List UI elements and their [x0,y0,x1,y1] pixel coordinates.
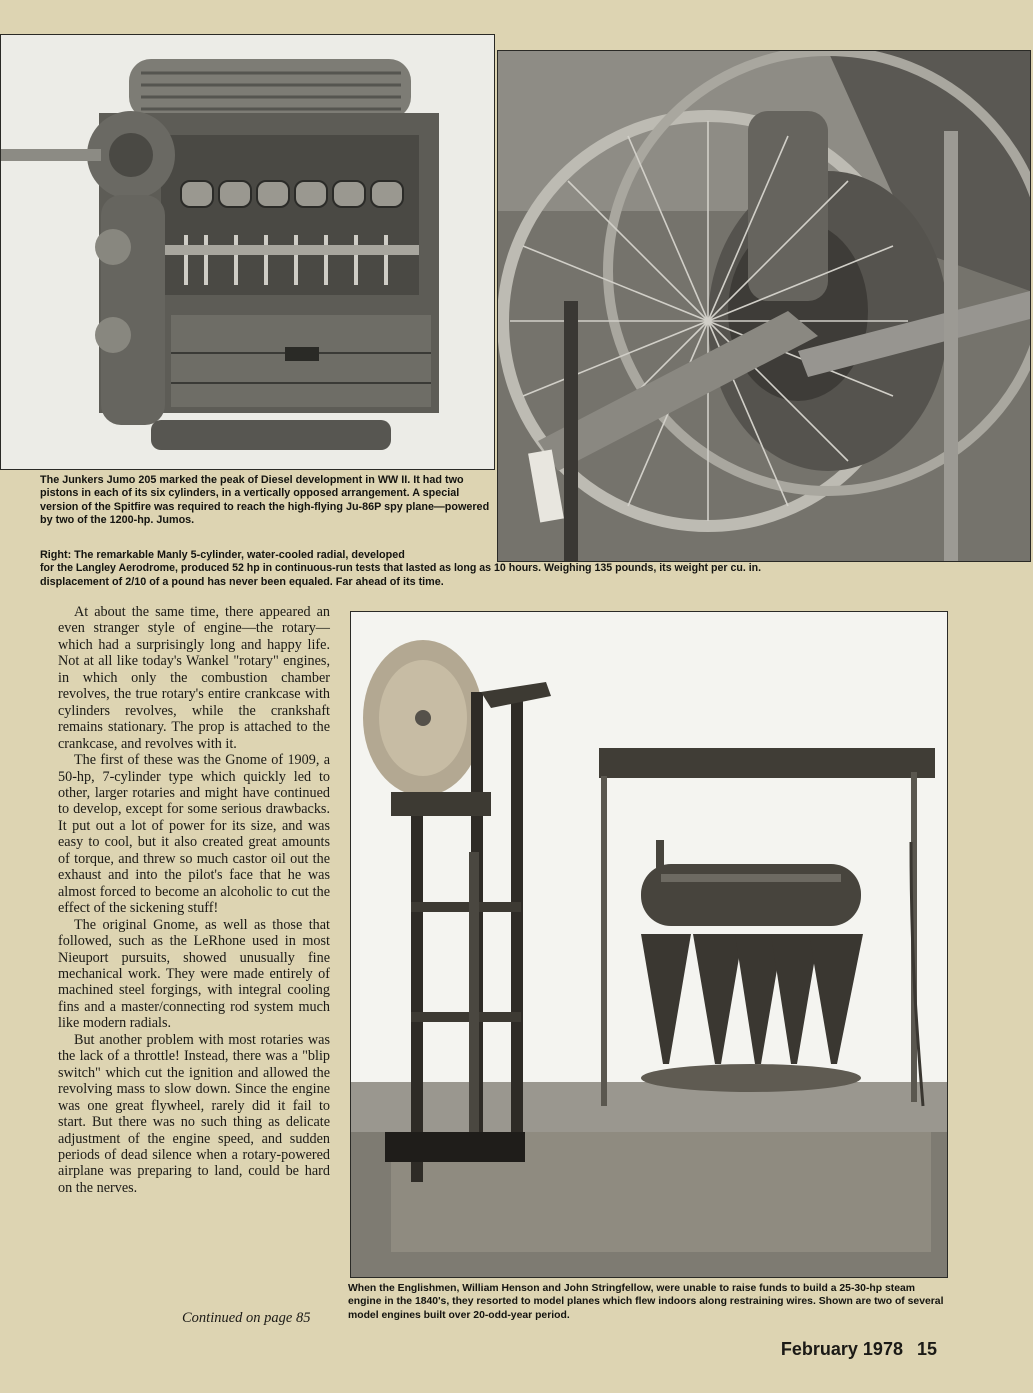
manly-caption-line-2: for the Langley Aerodrome, produced 52 hp in continuous-run tests that lasted as long as 10 hours. Weighing 135 pounds, its weight per cu. in. [40,562,762,574]
manly-caption-line-1: Right: The remarkable Manly 5-cylinder, water-cooled radial, developed [40,549,405,561]
page-number: 15 [916,1339,937,1359]
page-footer [781,1339,937,1360]
junkers-jumo-photo [0,34,495,470]
article-body [58,604,330,1196]
continued-note: Continued on page 85 [182,1310,311,1326]
henson-caption: When the Englishmen, William Henson and John Stringfellow, were unable to raise funds to build a 25-30-hp steam engine in the 1840's, they resorted to model planes which flew indoors along restraining wires. Shown are two of several model engines built over 20-odd-year period. [348,1283,944,1321]
junkers-caption: The Junkers Jumo 205 marked the peak of Diesel development in WW II. It had two pistons in each of its six cylinders, in a vertically opposed arrangement. A special version of the Spitfire was required to reach the high-flying Ju-86P spy plane—powered by two of the 1200-hp. Jumos. [40,474,490,527]
article-paragraph: But another problem with most rotaries was the lack of a throttle! Instead, there was a "blip switch" which cut the ignition and allowed the revolving mass to slow down. Since the engine was one great flywheel, rarely did it fail to start. But there was no such thing as delicate adjustment of the engine speed, and sudden periods of dead silence when a rotary-powered airplane was preparing to land, could be hard on the nerves. [58,1031,330,1196]
henson-stringfellow-photo [350,611,948,1278]
manly-caption-line-3: displacement of 2/10 of a pound has never been equaled. Far ahead of its time. [40,576,444,588]
manly-radial-photo [497,50,1031,562]
issue-date: February 1978 [780,1339,903,1359]
article-paragraph: The original Gnome, as well as those that followed, such as the LeRhone used in most Nieuport pursuits, showed unusually fine mechanical work. They were made entirely of machined steel forgings, with integral cooling fins and a master/connecting rod system much like modern radials. [58,916,330,1032]
article-paragraph: The first of these was the Gnome of 1909, a 50-hp, 7-cylinder type which quickly led to other, larger rotaries and might have continued to develop, except for some serious drawbacks. It put out a lot of power for its size, and was easy to cool, but it also created great amounts of torque, and threw so much castor oil out the exhaust and into the pilot's face that he was almost forced to become an alcoholic to cut the effect of the sickening stuff! [58,752,330,917]
article-paragraph: At about the same time, there appeared an even stranger style of engine—the rotary—which had a surprisingly long and happy life. Not at all like today's Wankel "rotary" engines, in which only the combustion chamber revolves, the true rotary's entire crankcase with cylinders revolves, while the crankshaft remains stationary. The prop is attached to the crankcase, and revolves with it. [58,604,330,752]
